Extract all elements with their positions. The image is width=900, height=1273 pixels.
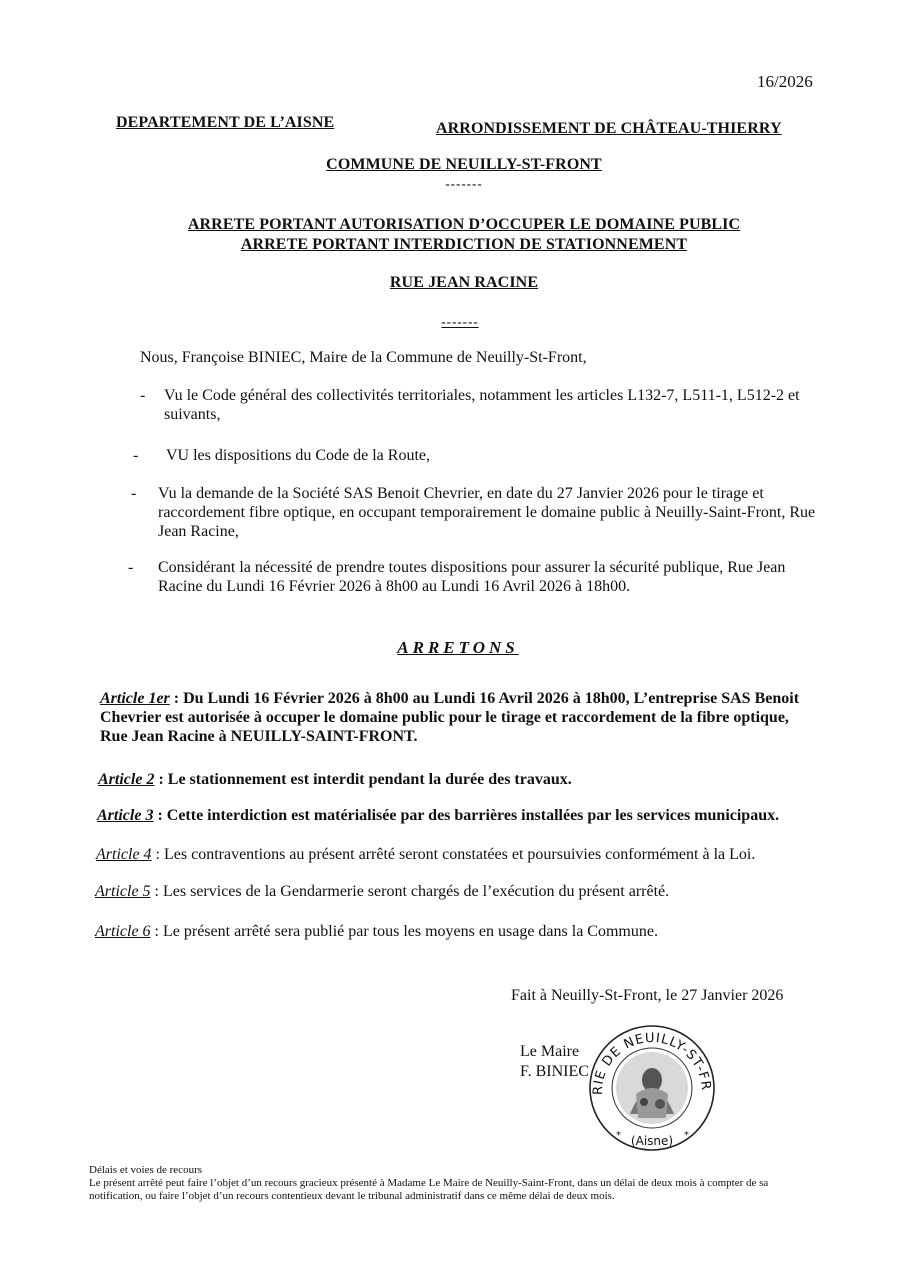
- appeal-notice: [89, 1164, 779, 1203]
- seal-text: RIE DE NEUILLY-ST-FR: [590, 1030, 714, 1096]
- star-icon: *: [684, 1130, 689, 1141]
- article-label: Article 3: [97, 807, 154, 824]
- arretons-heading: [8, 638, 900, 658]
- seal-icon: [586, 1022, 718, 1152]
- bullet-dash: -: [131, 485, 137, 502]
- commune-heading-text: COMMUNE DE NEUILLY-ST-FRONT: [326, 156, 602, 173]
- departement-heading: DEPARTEMENT DE L’AISNE: [116, 114, 335, 131]
- header-separator: -------: [445, 176, 483, 191]
- article-label: Article 1er: [100, 690, 170, 707]
- article-separator: :: [150, 883, 163, 900]
- preamble-item-text: Vu la demande de la Société SAS Benoit Chevrier, en date du 27 Janvier 2026 pour le tirage et raccordement fibre optique, en occupant temporairement le domaine public à Neuilly-Saint-Front, Rue Jean Racine,: [158, 485, 816, 540]
- place-and-date: Fait à Neuilly-St-Front, le 27 Janvier 2026: [511, 987, 784, 1004]
- decree-title-2: [14, 236, 900, 254]
- article-label: Article 6: [95, 923, 151, 940]
- article-text: Le stationnement est interdit pendant la durée des travaux.: [167, 771, 572, 788]
- mayor-name: F. BINIEC: [520, 1063, 589, 1080]
- mayor-role: Le Maire: [520, 1043, 580, 1060]
- document-reference: 16/2026: [757, 72, 813, 91]
- seal-bottom-text: (Aisne): [630, 1134, 674, 1148]
- article-separator: :: [169, 690, 184, 707]
- preamble-item: [128, 558, 818, 596]
- arrondissement-heading: ARRONDISSEMENT DE CHÂTEAU-THIERRY: [436, 120, 782, 137]
- star-icon: *: [616, 1130, 621, 1141]
- bullet-dash: -: [140, 387, 146, 404]
- article-5: [95, 882, 815, 901]
- article-text: Cette interdiction est matérialisée par des barrières installées par les services municipaux.: [166, 807, 780, 824]
- appeal-notice-text: Le présent arrêté peut faire l’objet d’un recours gracieux présenté à Madame Le Maire de Neuilly-Saint-Front, dans un délai de deux mois à compter de sa notification, ou faire l’objet d’un recours contentieux devant le tribunal administratif dans ce même délai de deux mois.: [89, 1177, 769, 1202]
- article-6: [95, 922, 815, 941]
- article-2: [98, 770, 818, 789]
- title-separator: -------: [441, 314, 479, 329]
- preamble-item: [140, 386, 830, 424]
- arretons-text: ARRETONS: [397, 638, 519, 657]
- article-text: Les contraventions au présent arrêté seront constatées et poursuivies conformément à la Loi.: [164, 846, 756, 863]
- preamble-item: [131, 484, 821, 541]
- decree-title-2-text: ARRETE PORTANT INTERDICTION DE STATIONNEMENT: [240, 236, 688, 253]
- article-1: [100, 689, 820, 746]
- signature-block: [520, 1042, 589, 1082]
- article-label: Article 4: [96, 846, 152, 863]
- article-separator: :: [150, 923, 163, 940]
- article-3: [97, 806, 817, 825]
- article-separator: :: [154, 771, 168, 788]
- preamble-item-text: VU les dispositions du Code de la Route,: [166, 447, 430, 464]
- preamble-item: [133, 446, 823, 465]
- decree-title-1: [14, 216, 900, 234]
- article-separator: :: [153, 807, 167, 824]
- preamble-item-text: Considérant la nécessité de prendre toutes dispositions pour assurer la sécurité publique, Rue Jean Racine du Lundi 16 Février 2026 à 8h00 au Lundi 16 Avril 2026 à 18h00.: [158, 559, 786, 595]
- preamble-intro: Nous, Françoise BINIEC, Maire de la Commune de Neuilly-St-Front,: [140, 349, 587, 366]
- article-4: [96, 845, 816, 864]
- town-seal-stamp: [586, 1022, 718, 1152]
- article-separator: :: [151, 846, 164, 863]
- street-title: [14, 274, 900, 292]
- article-text: Les services de la Gendarmerie seront chargés de l’exécution du présent arrêté.: [163, 883, 670, 900]
- article-text: Le présent arrêté sera publié par tous les moyens en usage dans la Commune.: [163, 923, 658, 940]
- bullet-dash: -: [133, 447, 139, 464]
- commune-heading: [14, 156, 900, 174]
- appeal-notice-title: Délais et voies de recours: [89, 1164, 203, 1176]
- decree-title-1-text: ARRETE PORTANT AUTORISATION D’OCCUPER LE DOMAINE PUBLIC: [187, 216, 741, 233]
- bullet-dash: -: [128, 559, 134, 576]
- preamble-item-text: Vu le Code général des collectivités territoriales, notamment les articles L132-7, L511-1, L512-2 et suivants,: [164, 387, 800, 423]
- article-label: Article 5: [95, 883, 151, 900]
- street-title-text: RUE JEAN RACINE: [389, 274, 539, 291]
- article-text: Du Lundi 16 Février 2026 à 8h00 au Lundi 16 Avril 2026 à 18h00, L’entreprise SAS Benoit Chevrier est autorisée à occuper le domaine public pour le tirage et raccordement de la fibre optique, Rue Jean Racine à NEUILLY-SAINT-FRONT.: [100, 690, 800, 745]
- article-label: Article 2: [98, 771, 155, 788]
